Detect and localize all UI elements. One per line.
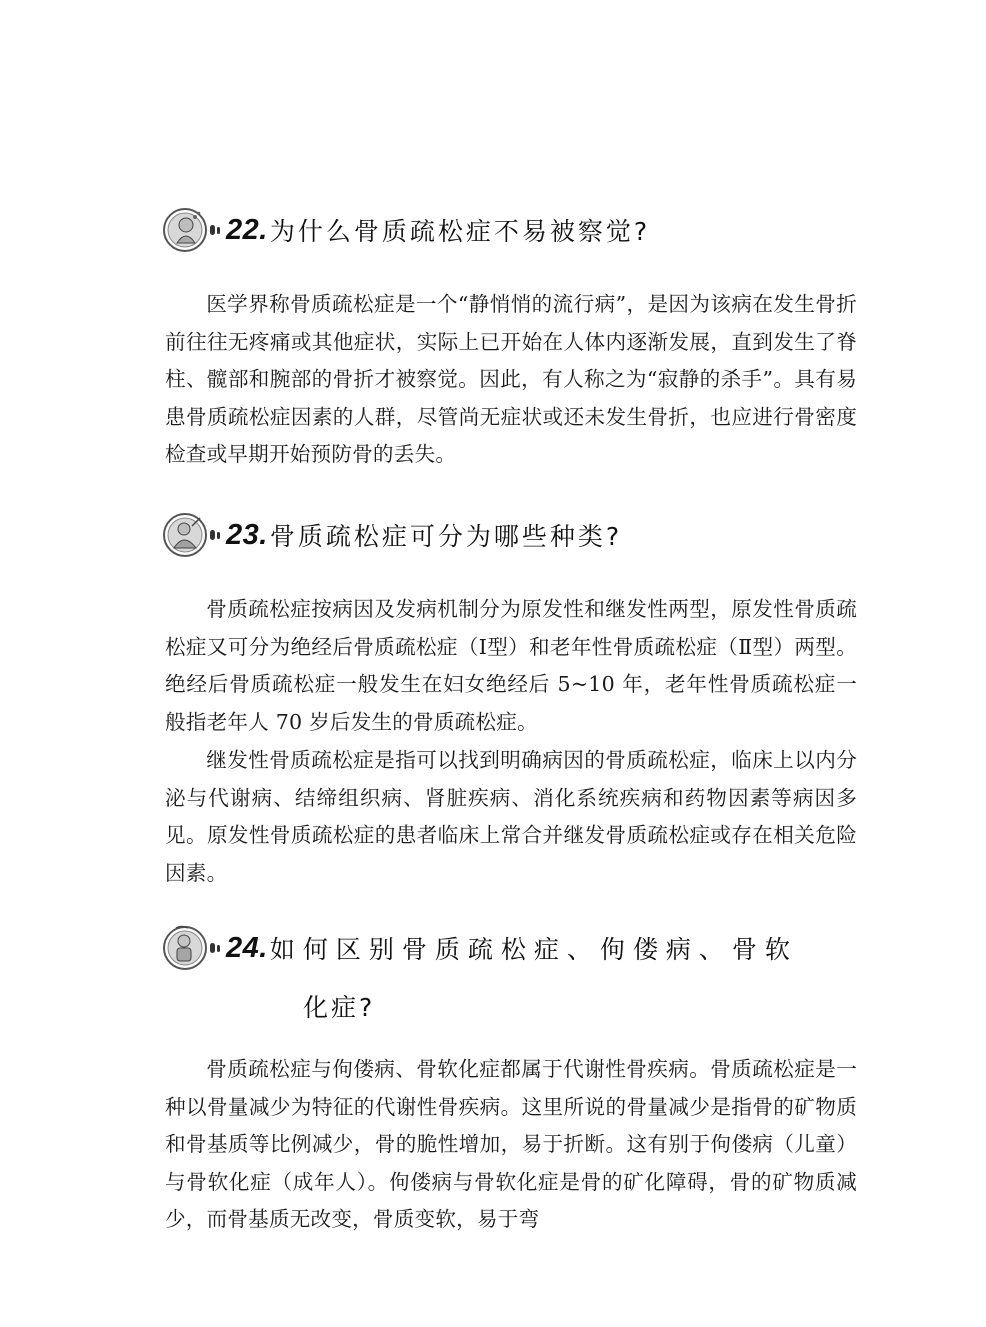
thinking-figure-icon — [162, 207, 208, 253]
section-title: 为什么骨质疏松症不易被察觉? — [269, 217, 651, 246]
section-title: 如何区别骨质疏松症、佝偻病、骨软 — [269, 935, 798, 964]
heading-bullet — [210, 943, 220, 953]
section-title-continued: 化症? — [303, 993, 376, 1022]
section-24-heading — [162, 925, 798, 971]
paragraph: 骨质疏松症按病因及发病机制分为原发性和继发性两型，原发性骨质疏松症又可分为绝经后骨质疏松症（Ⅰ型）和老年性骨质疏松症（Ⅱ型）两型。绝经后骨质疏松症一般发生在妇女绝经后 5~10 年，老年性骨质疏松症一般指老年人 70 岁后发生的骨质疏松症。 — [165, 597, 857, 734]
section-22-heading — [162, 207, 650, 253]
paragraph: 继发性骨质疏松症是指可以找到明确病因的骨质疏松症，临床上以内分泌与代谢病、结缔组织病、肾脏疾病、消化系统疾病和药物因素等病因多见。原发性骨质疏松症的患者临床上常合并继发骨质疏松症或存在相关危险因素。 — [165, 748, 857, 885]
section-23-heading — [162, 512, 622, 558]
paragraph: 骨质疏松症与佝偻病、骨软化症都属于代谢性骨疾病。骨质疏松症是一种以骨量减少为特征的代谢性骨疾病。这里所说的骨量减少是指骨的矿物质和骨基质等比例减少，骨的脆性增加，易于折断。这有别于佝偻病（儿童）与骨软化症（成年人）。佝偻病与骨软化症是骨的矿化障碍，骨的矿物质减少，而骨基质无改变，骨质变软，易于弯 — [165, 1057, 857, 1231]
section-title: 骨质疏松症可分为哪些种类? — [269, 522, 623, 551]
section-number: 24. — [226, 931, 268, 964]
heading-bullet — [210, 530, 220, 540]
paragraph: 医学界称骨质疏松症是一个“静悄悄的流行病”，是因为该病在发生骨折前往往无疼痛或其他症状，实际上已开始在人体内逐渐发展，直到发生了脊柱、髋部和腕部的骨折才被察觉。因此，有人称之为“寂静的杀手”。具有易患骨质疏松症因素的人群，尽管尚无症状或还未发生骨折，也应进行骨密度检查或早期开始预防骨的丢失。 — [165, 292, 857, 466]
heading-bullet — [210, 225, 220, 235]
doctor-figure-icon — [162, 512, 208, 558]
scientist-figure-icon — [162, 925, 208, 971]
section-number: 23. — [226, 518, 268, 551]
section-number: 22. — [226, 213, 268, 246]
